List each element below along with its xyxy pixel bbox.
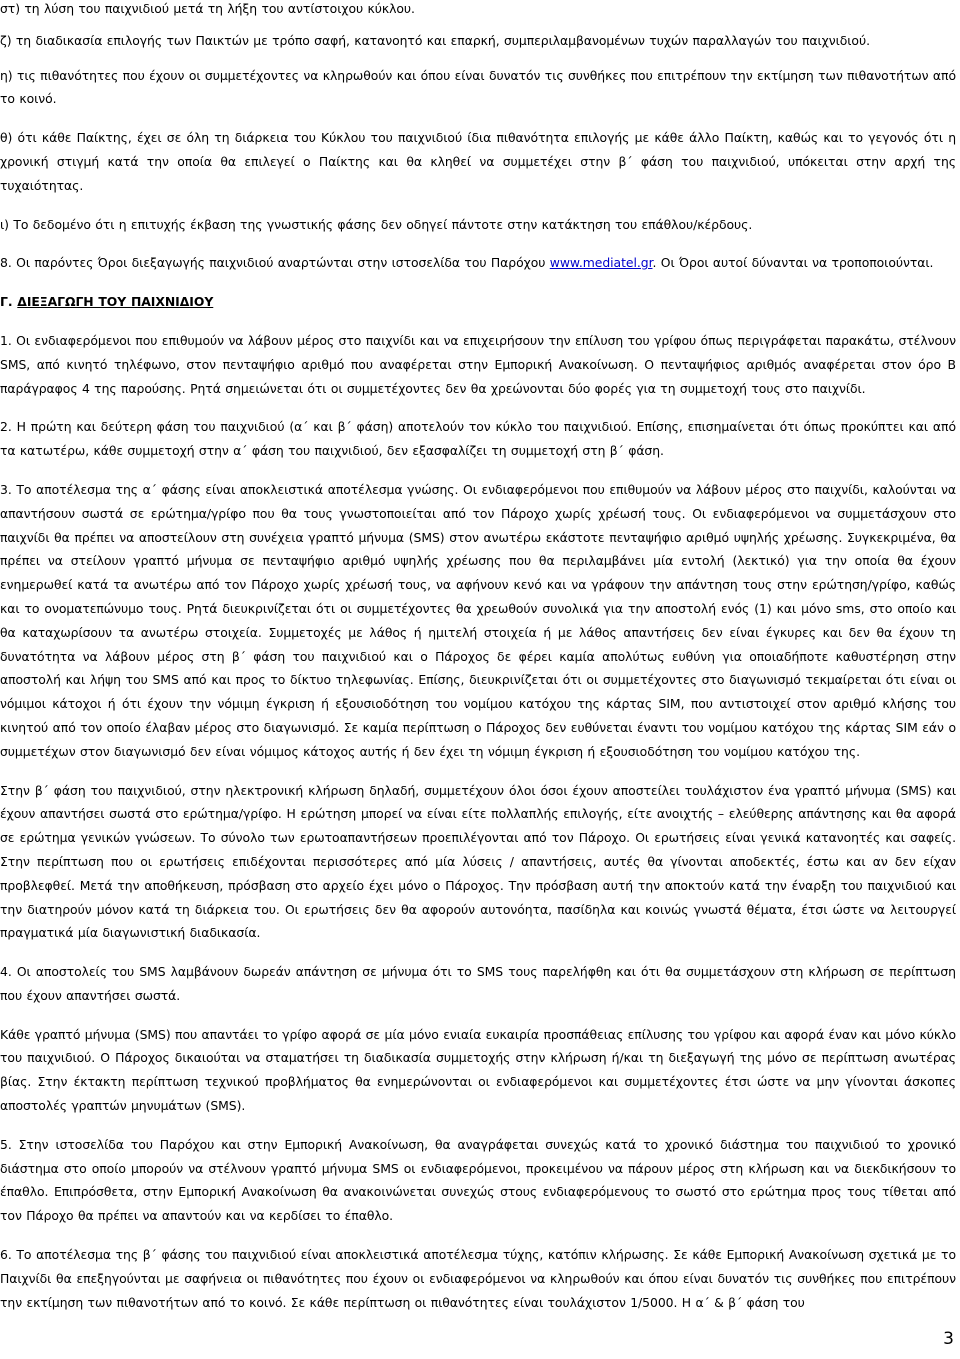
paragraph-2: 2. Η πρώτη και δεύτερη φάση του παιχνιδιού (α΄ και β΄ φάση) αποτελούν τον κύκλο του παιχνιδιού. Επίσης, επισημαίνεται ότι όπως προκύπτει και από τα κατωτέρω, κάθε συμμετοχή στην α΄ φάση του παιχνιδιού, δεν εξασφαλίζει τη συμμετοχή στη β΄ φάση.	[0, 419, 956, 459]
paragraph-4: 4. Οι αποστολείς του SMS λαμβάνουν δωρεάν απάντηση σε μήνυμα ότι το SMS τους παρελήφθη και ότι θα συμμετάσχουν στη κλήρωση σε περίπτωση που έχουν απαντήσει σωστά.	[0, 964, 956, 1003]
spacer	[0, 275, 956, 290]
spacer	[0, 945, 956, 960]
point-8-text-end: . Οι Όροι αυτοί δύνανται να τροποποιούνται.	[652, 255, 934, 271]
paragraph-5: 5. Στην ιστοσελίδα του Παρόχου και στην Εμπορική Ανακοίνωση, θα αναγράφεται συνεχώς κατά το χρονικό διάστημα του παιχνιδιού το χρονικό διάστημα στο οποίο μπορούν να στέλνουν γραπτό μήνυμα SMS οι ενδιαφερόμενοι, προκειμένου να πάρουν μέρος στη κλήρωση και να διεκδικήσουν το έπαθλο. Επιπρόσθετα, στην Εμπορική Ανακοίνωση θα ανακοινώνεται συνεχώς στους ενδιαφερόμενους το σωστό στο ερώτημα προς τους τίθεται από τον Πάροχο θα πρέπει να απαντούν και να κερδίσει το έπαθλο.	[0, 1136, 956, 1224]
spacer	[0, 314, 956, 329]
mediatel-link[interactable]: www.mediatel.gr	[549, 255, 653, 271]
paragraph-1: 1. Οι ενδιαφερόμενοι που επιθυμούν να λάβουν μέρος στο παιχνίδι και να επιχειρήσουν την επίλυση του γρίφου όπως περιγράφεται παρακάτω, στέλνουν SMS, από κινητό τηλέφωνο, στον πενταψήφιο αριθμό που αναφέρεται στην Εμπορική Ανακοίνωση. Ο πενταψήφιος αριθμός αναφέρεται στον όρο Β παράγραφος 4 της παρούσης. Ρητά σημειώνεται ότι οι συμμετέχοντες δεν θα χρεώνονται δύο φορές για τη συμμετοχή τους στο παιχνίδι.	[0, 332, 956, 396]
paragraph-4b: Κάθε γραπτό μήνυμα (SMS) που απαντάει το γρίφο αφορά σε μία μόνο ενιαία ευκαιρία προσπάθειας επίλυσης του γρίφου και αφορά έναν και μόνο κύκλο του παιχνιδιού. Ο Πάροχος δικαιούται να σταματήσει τη διαδικασία συμμετοχής στην κλήρωση ή/και τη διεξαγωγή της μόνο σε περίπτωση ανωτέρας βίας. Στην έκτακτη περίπτωση τεχνικού προβλήματος θα ενημερώνονται οι ενδιαφερόμενοι και συμμετέχοντες έτσι ώστε να μην γίνονται άσκοπες αποστολές γραπτών μηνυμάτων (SMS).	[0, 1026, 956, 1114]
spacer	[0, 400, 956, 415]
spacer	[0, 53, 956, 64]
spacer	[0, 198, 956, 213]
spacer	[0, 463, 956, 478]
point-8	[0, 251, 956, 275]
paragraph-3b: Στην β΄ φάση του παιχνιδιού, στην ηλεκτρονική κλήρωση δηλαδή, συμμετέχουν όλοι όσοι έχουν αποστείλει τουλάχιστον ένα γραπτό μήνυμα (SMS) και έχουν απαντήσει σωστά στο ερώτημα/γρίφο. Η ερώτηση μπορεί να είναι είτε πολλαπλής επιλογής, είτε ανοιχτής – ελεύθερης απάντησης και θα αφορά σε ερώτημα γενικών γνώσεων. Το σύνολο των ερωτοαπαντήσεων προεπιλέγονται από τον Πάροχο. Οι ερωτήσεις είναι γενικά κατανοητές και σαφείς. Στην περίπτωση που οι ερωτήσεις επιδέχονται περισσότερες από μία λύσεις / απαντήσεις, αυτές θα γίνονται αποδεκτές, έστω και αν δεν είχαν προβλεφθεί. Μετά την αποθήκευση, πρόσβαση στο αρχείο έχει μόνο ο Πάροχος. Την πρόσβαση αυτή την αποκτούν κατά την έναρξη του παιχνιδιού και την διατηρούν μόνον κατά τη διάρκεια του. Οι ερωτήσεις δεν θα αφορούν αυτονόητα, πασίδηλα και κοινώς γνωστά θέματα, έτσι ώστε να λειτουργεί πραγματικά μία διαγωνιστική διαδικασία.	[0, 782, 956, 941]
clause-z: ζ) τη διαδικασία επιλογής των Παικτών με τρόπο σαφή, κατανοητό και επαρκή, συμπεριλαμβανομένων τυχών παραλλαγών του παιχνιδιού.	[0, 32, 870, 48]
clause-i: ι) Το δεδομένο ότι η επιτυχής έκβαση της γνωστικής φάσης δεν οδηγεί πάντοτε στην κατάκτηση του επάθλου/κέρδους.	[0, 216, 753, 232]
paragraph-6: 6. Το αποτέλεσμα της β΄ φάσης του παιχνιδιού είναι αποκλειστικά αποτέλεσμα τύχης, κατόπιν κλήρωσης. Σε κάθε Εμπορική Ανακοίνωση σχετικά με το Παιχνίδι θα επεξηγούνται με σαφήνεια οι πιθανότητες που έχουν οι ενδιαφερόμενοι να κληρωθούν και όπου είναι δυνατόν τις συνθήκες που επιτρέπουν την εκτίμηση των πιθανοτήτων από το κοινό. Σε κάθε περίπτωση οι πιθανότητες είναι τουλάχιστον 1/5000. Η α΄ & β΄ φάση του	[0, 1247, 956, 1310]
section-heading	[0, 290, 956, 314]
point-8-text: 8. Οι παρόντες Όροι διεξαγωγής παιχνιδιού αναρτώνται στην ιστοσελίδα του Παρόχου	[0, 255, 550, 271]
section-heading-prefix: Γ.	[0, 294, 18, 310]
spacer	[0, 236, 956, 251]
page-number: 3	[943, 1329, 954, 1349]
clause-h: η) τις πιθανότητες που έχουν οι συμμετέχοντες να κληρωθούν και όπου είναι δυνατόν τις συνθήκες που επιτρέπουν την εκτίμηση των πιθανοτήτων από το κοινό.	[0, 67, 956, 107]
spacer	[0, 1118, 956, 1133]
spacer	[0, 1008, 956, 1023]
spacer	[0, 764, 956, 779]
clause-th: θ) ότι κάθε Παίκτης, έχει σε όλη τη διάρκεια του Κύκλου του παιχνιδιού ίδια πιθανότητα επιλογής με κάθε άλλο Παίκτη, καθώς και το γεγονός ότι η χρονική στιγμή κατά την οποία θα επιλεγεί ο Παίκτης και θα κληθεί να συμμετέχει στην β΄ φάση του παιχνιδιού, υπόκειται στην αρχή της τυχαιότητας.	[0, 130, 956, 193]
spacer	[0, 1228, 956, 1243]
spacer	[0, 111, 956, 126]
clause-st: στ) τη λύση του παιχνιδιού μετά τη λήξη του αντίστοιχου κύκλου.	[0, 1, 415, 16]
section-heading-title: ΔΙΕΞΑΓΩΓΗ ΤΟΥ ΠΑΙΧΝΙΔΙΟΥ	[17, 294, 214, 310]
paragraph-3: 3. Το αποτέλεσμα της α΄ φάσης είναι αποκλειστικά αποτέλεσμα γνώσης. Οι ενδιαφερόμενοι που επιθυμούν να λάβουν μέρος στο παιχνίδι, καλούνται να απαντήσουν σωστά σε ερώτημα/γρίφο που θα τους γνωστοποιείται από τον Πάροχο χωρίς χρέωσή τους. Οι ενδιαφερόμενοι να συμμετάσχουν στο παιχνίδι θα πρέπει να αποστείλουν στη συνέχεια γραπτό μήνυμα (SMS) στον ανωτέρω εκάστοτε πενταψήφιο αριθμό υψηλής χρέωσης. Συγκεκριμένα, θα πρέπει να στείλουν γραπτό μήνυμα σε πενταψήφιο αριθμό υψηλής χρέωσης που θα περιλαμβάνει μία εντολή (λεκτικό) για την οποία θα έχουν ενημερωθεί κατά τα ανωτέρω από τον Πάροχο χωρίς χρέωσή τους, να αφήνουν κενό και να γράφουν την απάντηση τους στην ερώτηση/γρίφο, καθώς και το ονοματεπώνυμο τους. Ρητά διευκρινίζεται ότι οι συμμετέχοντες θα χρεωθούν συνολικά για την αποστολή ενός (1) και μόνο sms, στο οποίο και θα καταχωρίσουν τα ανωτέρω στοιχεία. Συμμετοχές με λάθος ή ημιτελή στοιχεία ή με λάθος απαντήσεις δεν είναι έγκυρες και δεν θα έχουν τη δυνατότητα να λάβουν μέρος στη β΄ φάση του παιχνιδιού και ο Πάροχος δε φέρει καμία απολύτως ευθύνη για οποιαδήποτε καθυστέρηση στην αποστολή και λήψη του SMS από και προς το δίκτυο τηλεφωνίας. Επίσης, διευκρινίζεται ότι οι συμμετέχοντες στο διαγωνισμό τεκμαίρεται ότι είναι οι νόμιμοι κάτοχοι ή ότι έχουν την νόμιμη έγκριση ή εξουσιοδότηση του νομίμου κατόχου της κάρτας SIM, που αντιστοιχεί στον αριθμό κλήσης του κινητού από τον οποίο έλαβαν μέρος στο διαγωνισμό. Σε καμία περίπτωση ο Πάροχος δεν ευθύνεται έναντι του νομίμου κατόχου της κάρτας SIM εάν ο συμμετέχων στον διαγωνισμό δεν είναι νόμιμος κάτοχος αυτής ή δεν έχει τη νόμιμη έγκριση ή εξουσιοδότηση του νομίμου κατόχου της.	[0, 481, 956, 759]
